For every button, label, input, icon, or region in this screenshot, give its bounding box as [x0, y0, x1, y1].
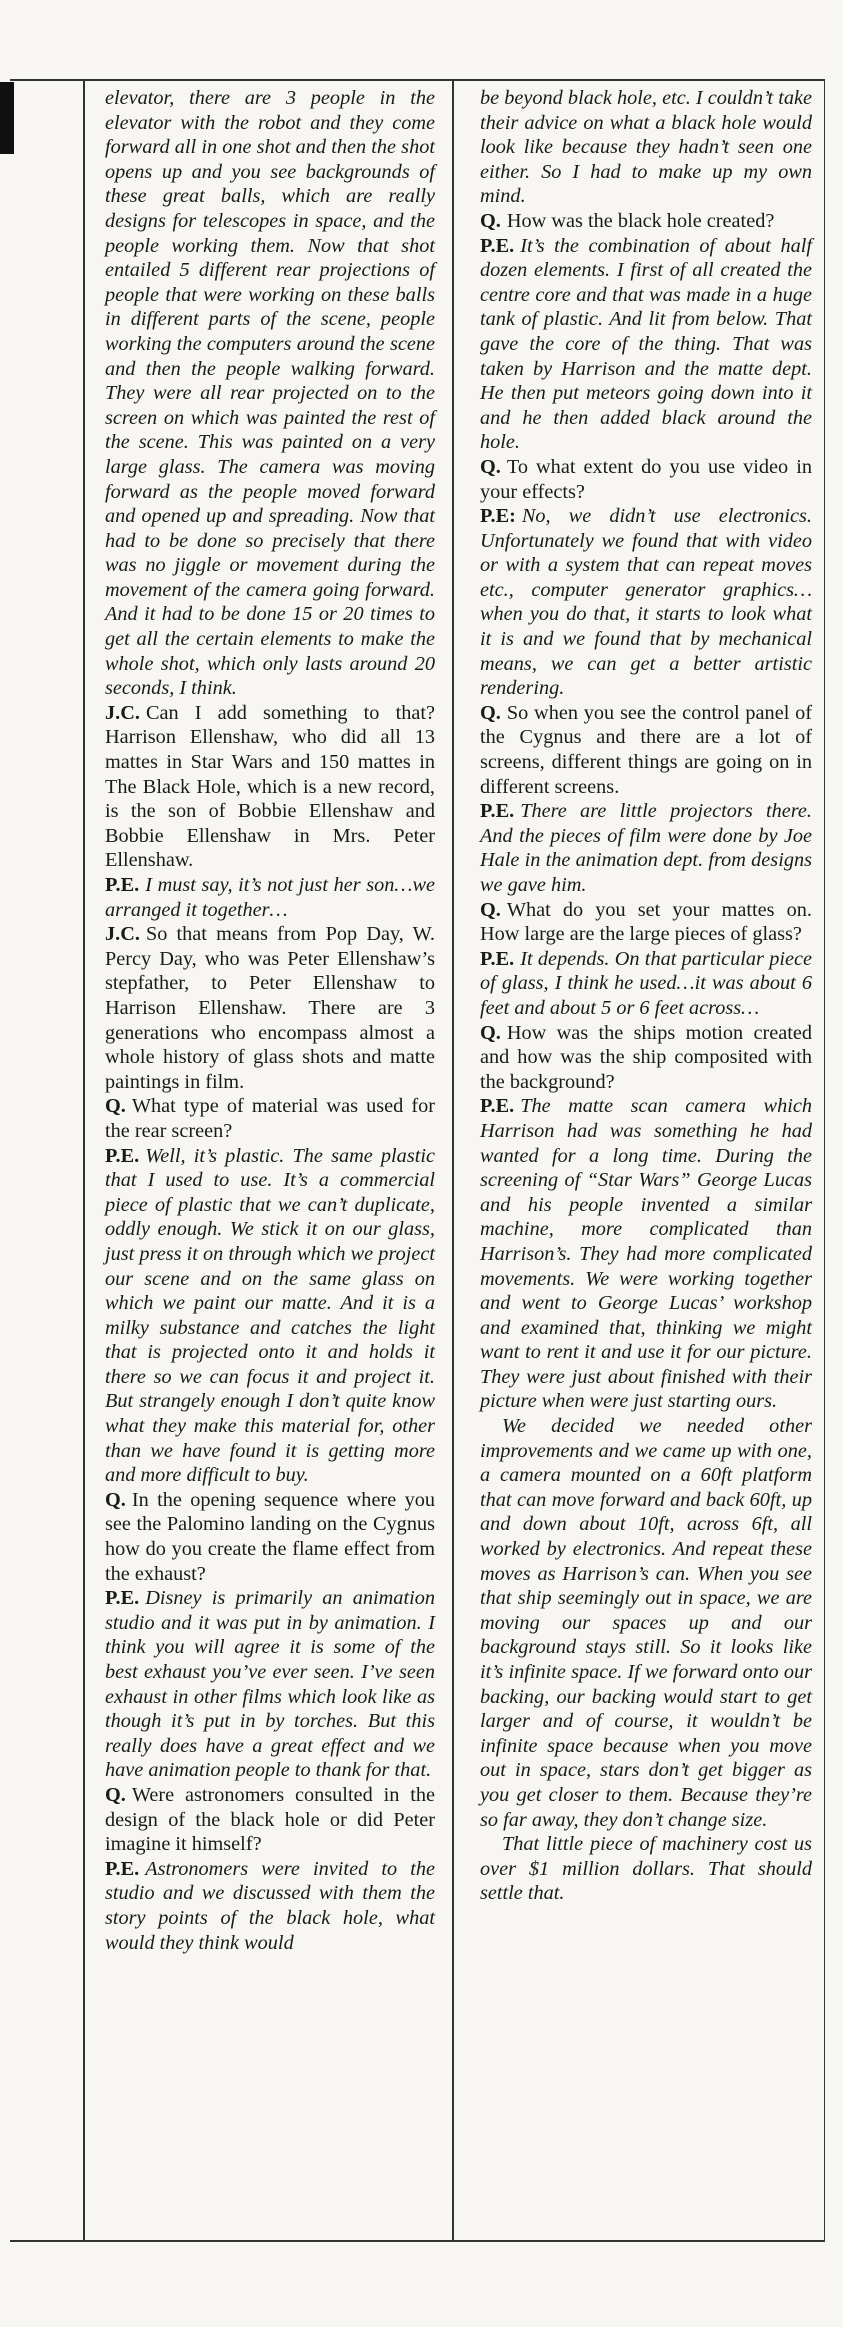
answer-text: No, we didn’t use electronics. Unfortunately we found that with video or with a system that can repeat moves etc., computer generator graphics…when you do that, it starts to look what it is and we found that by mechanical means, we can get a better artistic rendering. [480, 505, 812, 700]
speaker-label: Q. [480, 701, 501, 724]
interview-paragraph [480, 701, 812, 799]
speaker-label: P.E. [480, 1095, 515, 1118]
interview-paragraph [105, 922, 435, 1094]
answer-text: Astronomers were invited to the studio and we discussed with them the story points of the black hole, what would they think would [105, 1857, 435, 1954]
speaker-label: P.E. [105, 874, 140, 896]
speaker-label: Q. [105, 1783, 126, 1806]
answer-text: Well, it’s plastic. The same plastic that I used to use. It’s a commercial piece of plastic that we can’t duplicate, oddly enough. We stick it on our glass, just press it on through which we project our scene and on the same glass on which we paint our matte. And it is a milky substance and catches the light that is projected onto it and holds it there so we can focus it and project it. But strangely enough I don’t quite know what they make this material for, other than we have found it is getting more and more difficult to buy. [105, 1144, 435, 1487]
answer-text: There are little projectors there. And the pieces of film were done by Joe Hale in the animation dept. from designs we gave him. [480, 800, 812, 896]
answer-text: We decided we needed other improvements and we came up with one, a camera mounted on a 60ft platform that can move forward and back 60ft, up and down about 10ft, across 6ft, all worked by electronics. And repeat these moves as Harrison’s can. When you see that ship seemingly out in space, we are moving our spaces up and our background stays still. So it looks like it’s infinite space. If we forward onto our backing, our backing would start to get larger and of course, it wouldn’t be infinite space because when you move out in space, stars don’t get bigger as you get closer to them. Because they’re so far away, they don’t change size. [480, 1415, 812, 1831]
question-text: So that means from Pop Day, W. Percy Day, who was Peter Ellenshaw’s stepfather, to Peter Ellenshaw to Harrison Ellenshaw. There are 3 generations who encompass almost a whole history of glass shots and matte paintings in film. [105, 923, 435, 1093]
interview-paragraph [480, 947, 812, 1021]
interview-paragraph [480, 1021, 812, 1095]
interview-paragraph [105, 86, 435, 701]
interview-paragraph [480, 455, 812, 504]
interview-paragraph [480, 504, 812, 701]
speaker-label: J.C. [105, 923, 140, 946]
answer-text: That little piece of machinery cost us over $1 million dollars. That should settle that. [480, 1833, 812, 1905]
interview-paragraph [105, 701, 435, 873]
interview-paragraph [105, 1586, 435, 1783]
interview-paragraph [480, 86, 812, 209]
question-text: What type of material was used for the rear screen? [105, 1095, 435, 1142]
interview-paragraph [480, 1094, 812, 1414]
answer-text: It’s the combination of about half dozen elements. I first of all created the centre core and that was made in a huge tank of plastic. And lit from below. That gave the core of the thing. That was taken by Harrison and the matte dept. He then put meteors going down into it and he then added black around the hole. [480, 234, 812, 454]
left-rule [83, 79, 85, 2242]
question-text: How was the black hole created? [506, 209, 775, 232]
speaker-label: P.E. [105, 1144, 140, 1167]
answer-text: It depends. On that particular piece of glass, I think he used…it was about 6 feet and about 5 or 6 feet across… [480, 947, 812, 1019]
interview-paragraph [105, 1094, 435, 1143]
right-column [480, 86, 812, 1906]
question-text: So when you see the control panel of the Cygnus and there are a lot of screens, different things are going on in different screens. [480, 701, 812, 798]
answer-text: Disney is primarily an animation studio and it was put in by animation. I think you will agree it is some of the best exhaust you’ve ever seen. I’ve seen exhaust in other films which look like as though it’s put in by torches. But this really does have a great effect and we have animation people to thank for that. [105, 1587, 435, 1782]
question-text: How was the ships motion created and how was the ship composited with the background? [480, 1021, 812, 1093]
interview-paragraph [480, 1414, 812, 1832]
speaker-label: P.E. [105, 1857, 140, 1880]
question-text: To what extent do you use video in your effects? [480, 455, 812, 503]
interview-paragraph [105, 1857, 435, 1955]
column-divider [452, 79, 454, 2242]
answer-text: be beyond black hole, etc. I couldn’t take their advice on what a black hole would look like because they hadn’t seen one either. So I had to make up my own mind. [480, 87, 812, 208]
speaker-label: J.C. [105, 701, 140, 724]
speaker-label: P.E. [105, 1587, 140, 1610]
speaker-label: P.E. [480, 947, 515, 970]
speaker-label: Q. [480, 898, 501, 921]
speaker-label: P.E: [480, 505, 516, 528]
answer-text: The matte scan camera which Harrison had was something he had wanted for a long time. During the screening of “Star Wars” George Lucas and his people invented a similar machine, more complicated than Harrison’s. They had more complicated movements. We were working together and went to George Lucas’ workshop and examined that, thinking we might want to rent it and use it for our picture. They were just about finished with their picture when were just starting ours. [480, 1095, 812, 1413]
question-text: What do you set your mattes on. How large are the large pieces of glass? [480, 898, 812, 946]
interview-paragraph [480, 1832, 812, 1906]
interview-paragraph [480, 799, 812, 897]
interview-paragraph [105, 1783, 435, 1857]
speaker-label: Q. [105, 1095, 126, 1118]
answer-text: I must say, it’s not just her son…we arranged it together… [105, 874, 435, 921]
interview-paragraph [105, 873, 435, 922]
interview-paragraph [480, 898, 812, 947]
interview-paragraph [105, 1488, 435, 1586]
speaker-label: Q. [480, 455, 501, 478]
speaker-label: Q. [480, 1021, 501, 1044]
question-text: Can I add something to that? Harrison Ellenshaw, who did all 13 mattes in Star Wars and 150 mattes in The Black Hole, which is a new record, is the son of Bobbie Ellenshaw and Bobbie Ellenshaw in Mrs. Peter Ellenshaw. [105, 701, 435, 872]
speaker-label: Q. [105, 1488, 126, 1511]
speaker-label: P.E. [480, 800, 515, 823]
left-column [105, 86, 435, 1955]
answer-text: elevator, there are 3 people in the elevator with the robot and they come forward all in one shot and then the shot opens up and you see backgrounds of these great balls, which are really designs for telescopes in space, and the people working them. Now that shot entailed 5 different rear projections of people that were working on these balls in different parts of the scene, people working the computers around the scene and then the people walking forward. They were all rear projected on to the screen on which was painted the rest of the scene. This was painted on a very large glass. The camera was moving forward as the people moved forward and opened up and spreading. Now that had to be done so precisely that there was no jiggle or movement during the movement of the camera going forward. And it had to be done 15 or 20 times to get all the certain elements to make the whole shot, which only lasts around 20 seconds, I think. [105, 87, 435, 700]
interview-paragraph [105, 1144, 435, 1488]
speaker-label: Q. [480, 209, 501, 232]
question-text: In the opening sequence where you see the Palomino landing on the Cygnus how do you create the flame effect from the exhaust? [105, 1488, 435, 1585]
question-text: Were astronomers consulted in the design of the black hole or did Peter imagine it himself? [105, 1783, 435, 1856]
speaker-label: P.E. [480, 234, 515, 257]
interview-paragraph [480, 209, 812, 234]
interview-paragraph [480, 234, 812, 455]
